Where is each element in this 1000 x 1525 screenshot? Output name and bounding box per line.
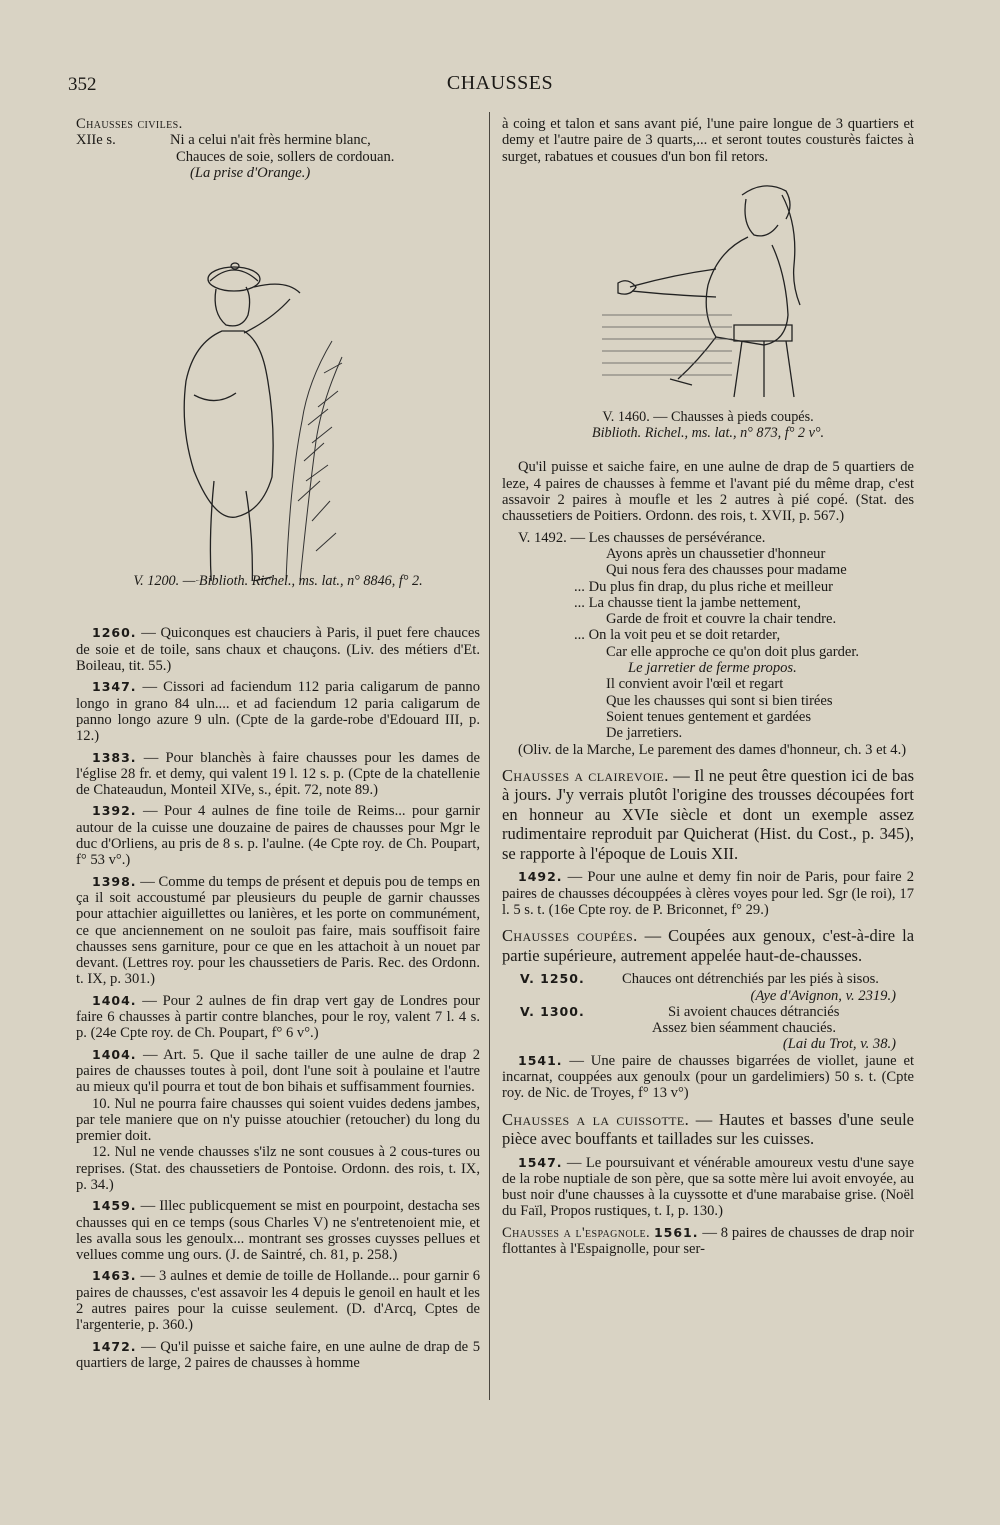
cite-v1300: (Lai du Trot, v. 38.) (782, 1036, 896, 1053)
intro-cite: (La prise d'Orange.) (190, 164, 311, 181)
figure2-caption-1: V. 1460. — Chausses à pieds coupés. (602, 408, 814, 425)
column-divider (489, 112, 490, 1400)
entry-1404-art12: 12. Nul ne vende chausses s'ilz ne sont cousues à 2 cous-tures ou reprises. (Stat. des chaussetiers de Pontoise. Ordonn. des rois, t. IX, p. 34.) (76, 1144, 480, 1193)
left-column (76, 116, 480, 1376)
poem-line-8: Le jarretier de ferme propos. (628, 660, 797, 677)
intro-quote (76, 132, 480, 181)
section-clairevoie: Chausses a clairevoie. — Il ne peut être question ici de bas à jours. J'y verrais plutôt l'origine des trousses découpées fort en honneur au XVIe siècle et dont un exemple assez rudimentaire reproduit par Quicherat (Hist. du Cost., p. 345), se rapporte à l'époque de Louis XII. (502, 765, 914, 863)
entry-1398: 1398. — Comme du temps de présent et depuis pou de temps en ça il soit accoustumé par pleusieurs du peuple de garnir chausses pour attachier aiguillettes ou lanières, et les porte on communément, ce que anciennement on ne souloit pas faire, mais souffisoit faire chausses sens garniture, pour ce que en les attachoit à un nouet par devant. (Lettres roy. pour les chaussetiers de Paris. Rec. des Ordonn. t. IX, p. 301.) (76, 873, 480, 988)
section-label-civiles: Chausses civiles. (76, 116, 183, 132)
figure-seated-man (502, 165, 914, 415)
poem-line-4: ... La chausse tient la jambe nettement, (574, 594, 801, 611)
entry-1492: 1492. — Pour une aulne et demy fin noir de Paris, pour faire 2 paires de chausses découppées à clères voyes pour led. Sgr (le roi), 17 l. 5 s. t. (16e Cpte roy. de P. Briconnet, f° 29.) (502, 869, 914, 918)
poem-line-6: ... On la voit peu et se doit retarder, (574, 627, 781, 644)
poem-line-11: Soient tenues gentement et gardées (606, 708, 812, 725)
page-number: 352 (68, 74, 97, 95)
running-title: CHAUSSES (446, 72, 554, 94)
right-column (502, 116, 914, 1257)
intro-line-1: Ni a celui n'ait frès hermine blanc, (170, 132, 371, 149)
poem (502, 546, 914, 742)
v1300-line2: Assez bien séamment chauciés. (652, 1020, 836, 1037)
poem-citation: (Oliv. de la Marche, Le parement des dames d'honneur, ch. 3 et 4.) (518, 741, 907, 758)
poem-line-3: ... Du plus fin drap, du plus riche et meilleur (574, 578, 833, 595)
entry-v1300: V. 1300. Si avoient chauces détranciés (520, 1003, 840, 1020)
figure-standing-man (76, 181, 480, 581)
poem-line-5: Garde de froit et couvre la chair tendre. (606, 611, 837, 628)
poem-line-12: De jarretiers. (606, 725, 683, 742)
section-coupees: Chausses coupées. — Coupées aux genoux, c'est-à-dire la partie supérieure, autrement appelée haut-de-chausses. (502, 926, 915, 965)
figure2-caption-2: Biblioth. Richel., ms. lat., n° 873, f° 2 v°. (591, 425, 825, 442)
entry-1541: 1541. — Une paire de chausses bigarrées de viollet, jaune et incarnat, couppées aux genoulx (pour un gardelimiers) 50 s. t. (Cpte roy. de Nic. de Troyes, f° 13 v°) (502, 1052, 914, 1102)
poem-line-9: Il convient avoir l'œil et regart (606, 676, 784, 693)
intro-line-2: Chauces de soie, sollers de cordouan. (176, 148, 395, 165)
section-cuissotte: Chausses a la cuissotte. — Hautes et basses d'une seule pièce avec bouffants et taillades sur les cuisses. (502, 1109, 915, 1149)
entry-1459: 1459. — Illec publicquement se mist en pourpoint, destacha ses chausses qui en ce temps (sous Charles V) ne s'entretenoient mie, et les avalla sous les genoulx... montrant ses grosses cuysses pellues et vellues comme ung ours. (J. de Saintré, ch. 81, p. 258.) (76, 1198, 480, 1264)
left-entries (76, 625, 480, 1371)
continuation-1472: à coing et talon et sans avant pié, l'une paire longue de 3 quartiers et demy et l'autre paire de 3 quarts,... et seront toutes cousturès faictes à surget, rabatues et cousues d'un bon fil retors. (502, 116, 914, 165)
poem-line-2: Qui nous fera des chausses pour madame (606, 562, 847, 579)
poem-line-7: Car elle approche ce qu'on doit plus garder. (606, 643, 860, 660)
entry-1347: 1347. — Cissori ad faciendum 112 paria caligarum de panno longo in grano 84 uln.... et ad faciendum 12 paria caligarum de panno longo azure 9 uln. (Cpte de la garde-robe d'Edouard III, p. 12.) (76, 679, 480, 745)
para-poitiers: Qu'il puisse et saiche faire, en une aulne de drap de 5 quartiers de leze, 4 paires de chausses à femme et l'avant pié du même drap, c'est assavoir 2 paires à moufle et les 2 autres à pié copé. (Stat. des chaussetiers de Poitiers. Ordonn. des rois, t. XVII, p. 567.) (502, 459, 914, 525)
poem-line-10: Que les chausses qui sont si bien tirées (606, 692, 833, 709)
entry-v1250: V. 1250. Chauces ont détrenchiés par les piés à sisos. (520, 971, 879, 988)
entry-1260: 1260. — Quiconques est chauciers à Paris, il puet fere chauces de soie et de toile, sans chaux et chauçons. (Liv. des métiers d'Et. Boileau, tit. 55.) (76, 625, 481, 675)
intro-century: XIIe s. (76, 132, 116, 149)
section-espagnole: Chausses a l'espagnole. 1561. — 8 paires de chausses de drap noir flottantes à l'Espaignolle, pour ser- (502, 1224, 915, 1258)
cite-v1250: (Aye d'Avignon, v. 2319.) (750, 987, 896, 1004)
figure1-caption: V. 1200. — Biblioth. Richel., ms. lat., n° 8846, f° 2. (133, 573, 423, 590)
entry-1404-b: 1404. — Art. 5. Que il sache tailler de une aulne de drap 2 paires de chausses toutes à poil, dont l'une soit à poulaine et l'autre au mieux qu'il pourra et tout de bon bihais et suffisamment fournies. (76, 1046, 481, 1096)
entry-1472: 1472. — Qu'il puisse et saiche faire, en une aulne de drap de 5 quartiers de large, 2 paires de chausses à homme (76, 1338, 480, 1371)
poem-line-1: Ayons après un chaussetier d'honneur (606, 545, 826, 562)
entry-1392: 1392. — Pour 4 aulnes de fine toile de Reims... pour garnir autour de la cuisse une douzaine de paires de chausses pour Mgr le duc d'Orliens, au pris de 8 s. p. l'aulne. (4e Cpte roy. de Ch. Poupart, f° 53 v°.) (76, 803, 480, 869)
entry-1547: 1547. — Le poursuivant et vénérable amoureux vestu d'une saye de la robe nuptiale de son père, que sa sotte mère lui avoit envoyée, au bust noir d'une chausses à la cuyssotte et d'une marabaise grise. (Noël du Faïl, Propos rustiques, t. I, p. 130.) (502, 1154, 914, 1220)
entry-1463: 1463. — 3 aulnes et demie de toille de Hollande... pour garnir 6 paires de chausses, c'est assavoir les 4 depuis le genoil en hault et les 2 autres paires pour la cuisse seulement. (D. d'Arcq, Cptes de l'argenterie, p. 360.) (76, 1268, 480, 1334)
entry-1404-a: 1404. — Pour 2 aulnes de fin drap vert gay de Londres pour faire 6 chausses à partir contre blanches, pour le roy, valent 7 l. 4 s. p. (24e Cpte roy. de Ch. Poupart, f° 6 v°.) (76, 992, 480, 1042)
entry-1404-art10: 10. Nul ne pourra faire chausses qui soient vuides dedens jambes, par tele maniere que on n'y puisse atouchier (retoucher) du long du premier doit. (76, 1095, 480, 1145)
poem-heading: V. 1492. — Les chausses de persévérance. (518, 529, 766, 546)
entry-1383: 1383. — Pour blanchès à faire chausses pour les dames de l'église 28 fr. et demy, qui valent 19 l. 12 s. p. (Cpte de la chatellenie de Chateaudun, Monteil XIVe, s., épit. 72, note 89.) (76, 749, 480, 799)
